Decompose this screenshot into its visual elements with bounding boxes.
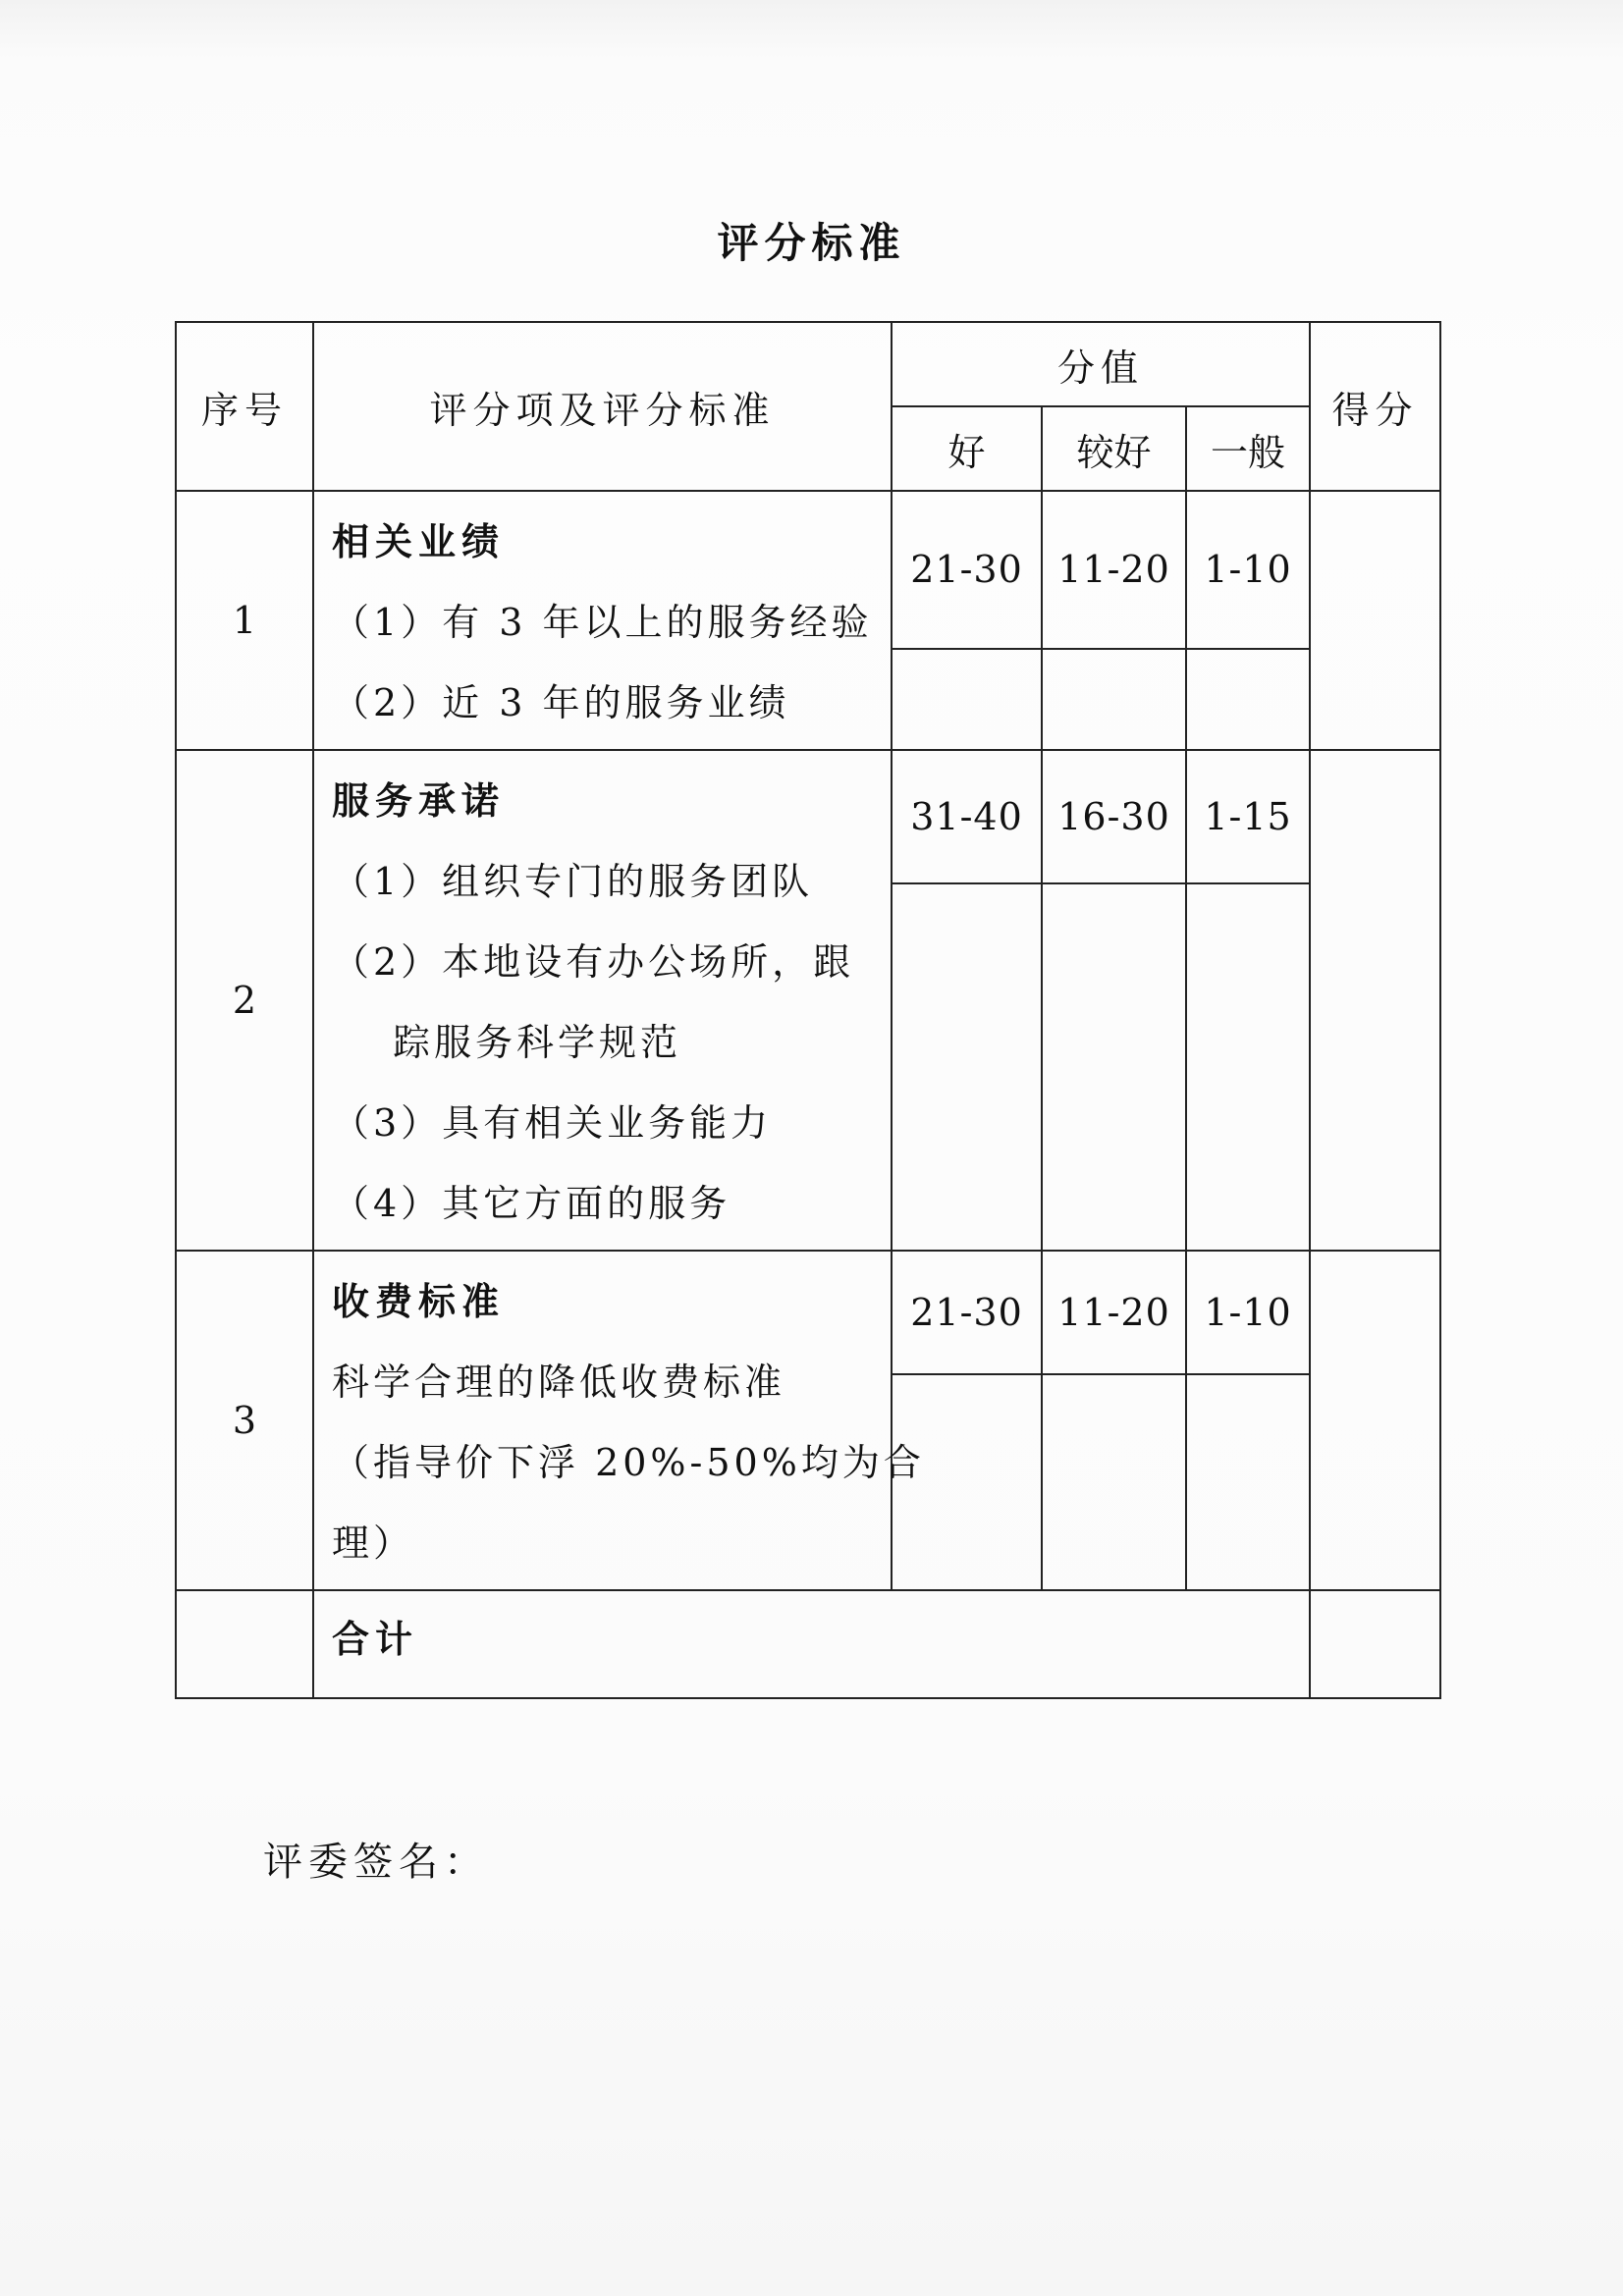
total-row [176,1590,1440,1698]
header-better: 较好 [1042,406,1186,491]
score-cell [1310,1251,1440,1590]
row-heading: 服务承诺 [332,778,506,823]
header-good: 好 [892,406,1042,491]
header-item: 评分项及评分标准 [313,322,892,491]
row-item [313,750,892,1251]
total-label: 合计 [313,1590,1310,1698]
row-item [313,491,892,750]
table-row [176,491,1440,649]
value-good: 21-30 [892,1251,1042,1374]
row-line: （2）近 3 年的服务业绩 [332,681,790,724]
scoring-table [175,321,1441,1699]
header-row [176,322,1440,406]
total-score-cell [1310,1590,1440,1698]
total-seq-cell [176,1590,313,1698]
value-better: 16-30 [1042,750,1186,883]
row-heading: 相关业绩 [332,519,506,563]
value-better: 11-20 [1042,1251,1186,1374]
signature-label: 评委签名： [263,1840,489,1885]
header-value: 分值 [892,322,1310,406]
blank-cell [1186,649,1310,751]
value-good: 21-30 [892,491,1042,649]
row-seq: 2 [176,750,313,1251]
value-normal: 1-15 [1186,750,1310,883]
row-line: （4）其它方面的服务 [332,1182,731,1225]
row-item [313,1251,925,1590]
header-seq: 序号 [176,322,313,491]
value-normal: 1-10 [1186,1251,1310,1374]
blank-cell [1042,649,1186,751]
value-normal: 1-10 [1186,491,1310,649]
blank-cell [1042,883,1186,1251]
header-score: 得分 [1310,322,1440,491]
row-heading: 收费标准 [332,1279,506,1323]
row-line: （指导价下浮 20%-50%均为合 [332,1441,925,1484]
table-row [176,750,1440,883]
row-line: （3）具有相关业务能力 [332,1101,773,1145]
header-normal: 一般 [1186,406,1310,491]
blank-cell [1186,1374,1310,1590]
row-seq: 1 [176,491,313,750]
table-row [176,1251,1440,1374]
row-line: 理） [332,1522,415,1565]
value-good: 31-40 [892,750,1042,883]
value-better: 11-20 [1042,491,1186,649]
blank-cell [892,883,1042,1251]
document-title: 评分标准 [717,219,906,267]
blank-cell [1186,883,1310,1251]
score-cell [1310,491,1440,750]
row-seq: 3 [176,1251,313,1590]
blank-cell [892,649,1042,751]
row-line: （1）组织专门的服务团队 [332,860,814,903]
blank-cell [1042,1374,1186,1590]
row-line: （1）有 3 年以上的服务经验 [332,601,873,644]
row-line: 科学合理的降低收费标准 [332,1361,786,1404]
row-line: 踪服务科学规范 [393,1021,682,1064]
score-cell [1310,750,1440,1251]
row-line: （2）本地设有办公场所，跟 [332,940,855,984]
